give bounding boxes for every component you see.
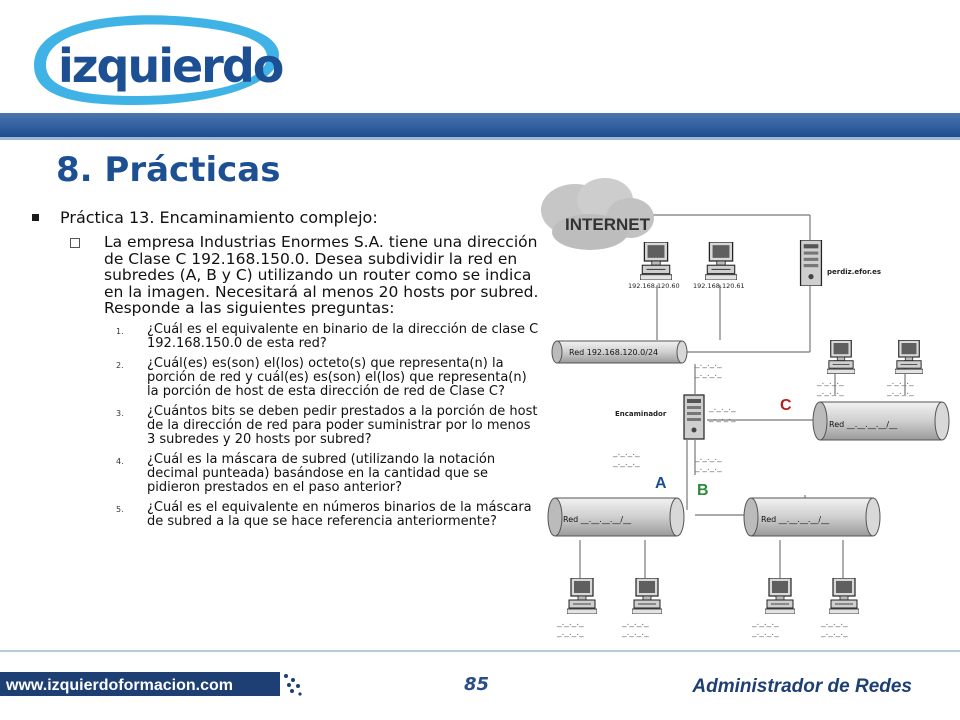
dots-decoration-icon [284, 674, 302, 696]
header-band-line [0, 137, 960, 140]
host-computer-icon [895, 340, 923, 374]
host-computer-icon [632, 578, 662, 614]
questions-list [20, 323, 540, 529]
blank-field: _._._._ [817, 377, 844, 387]
page-number: 85 [464, 674, 490, 695]
bullet-square-icon [32, 214, 39, 221]
blank-field: _._._._ [709, 403, 736, 413]
blank-field: _._._._ [622, 618, 649, 628]
blank-field: _._._._ [821, 628, 848, 638]
list-item: 1. ¿Cuál es el equivalente en binario de la dirección de clase C 192.168.150.0 de esta red? [116, 321, 539, 351]
slide-content [20, 208, 540, 535]
blank-field: _._._._ [821, 618, 848, 628]
blank-field: _._._._ [613, 448, 640, 458]
blank-field: _._._._ [613, 458, 640, 468]
practice-description-text: La empresa Industrias Enormes S.A. tiene una dirección de Clase C 192.168.150.0. Desea subdividir la red en subredes (A, B y C) utilizando un router como se indica en la imagen. Necesitará al menos 20 hosts por subred. Responde a las siguientes preguntas: [104, 233, 539, 317]
practice-heading-text: Práctica 13. Encaminamiento complejo: [60, 208, 378, 227]
blank-field: _._._._ [557, 618, 584, 628]
internet-label: INTERNET [565, 215, 650, 234]
logo-text: izquierdo [58, 39, 283, 93]
blank-field: _._._._ [752, 628, 779, 638]
practice-heading [20, 208, 540, 227]
network-top-label: Red 192.168.120.0/24 [569, 348, 659, 357]
list-item: 5. ¿Cuál es el equivalente en números binarios de la máscara de subred a la que se hace referencia anteriormente? [116, 499, 532, 529]
host-computer-icon [640, 242, 672, 280]
footer-divider [0, 650, 960, 652]
blank-field: _._._._ [695, 369, 722, 379]
bullet-hollow-square-icon [70, 238, 80, 248]
host-ip-1: 192.168.120.60 [628, 282, 680, 290]
blank-field: _._._._ [695, 463, 722, 473]
header-band [0, 113, 960, 137]
internet-cloud [541, 178, 654, 250]
list-item: 3. ¿Cuántos bits se deben pedir prestados a la porción de host de la dirección de red para poder suministrar por lo menos 3 subredes y 20 hosts por subred? [116, 403, 538, 447]
network-a-label: Red __.__.__.__/__ [563, 515, 632, 524]
host-computer-icon [827, 340, 855, 374]
network-b-label: Red __.__.__.__/__ [761, 515, 830, 524]
network-c-label: Red __.__.__.__/__ [829, 420, 898, 429]
blank-field: _._._._ [887, 377, 914, 387]
list-item: 2. ¿Cuál(es) es(son) el(los) octeto(s) que representa(n) la porción de red y cuál(es) es(son) el(los) que representa(n) la porción de host de esta dirección de red de Clase C? [116, 355, 527, 399]
subnet-c-label: C [780, 397, 792, 414]
footer-url-banner [0, 668, 305, 700]
server-icon [801, 240, 822, 286]
list-item: 4. ¿Cuál es la máscara de subred (utilizando la notación decimal punteada) basándose en la cantidad que se pidieron prestados en el paso anterior? [116, 451, 496, 495]
subnet-a-label: A [655, 475, 667, 492]
network-diagram [535, 170, 960, 645]
footer-brand: Administrador de Redes [692, 676, 912, 697]
slide-title: 8. Prácticas [56, 150, 281, 190]
blank-field: _._._._ [752, 618, 779, 628]
server-name: perdiz.efor.es [827, 268, 881, 276]
host-computer-icon [567, 578, 597, 614]
host-computer-icon [765, 578, 795, 614]
blank-field: _._._._ [557, 628, 584, 638]
blank-field: _._._._ [695, 359, 722, 369]
subnet-b-label: B [697, 482, 709, 499]
footer-url-text: www.izquierdoformacion.com [6, 677, 233, 694]
host-computer-icon [829, 578, 859, 614]
blank-field: _._._._ [622, 628, 649, 638]
router-icon [684, 395, 704, 439]
blank-field: _._._._ [817, 387, 844, 397]
router-label: Encaminador [615, 410, 667, 418]
host-computer-icon [705, 242, 737, 280]
host-ip-2: 192.168.120.61 [693, 282, 745, 290]
blank-field: _._._._ [887, 387, 914, 397]
company-logo [24, 10, 284, 110]
blank-field: _._._._ [695, 453, 722, 463]
practice-description [20, 234, 540, 317]
blank-field: _._._._ [709, 413, 736, 423]
